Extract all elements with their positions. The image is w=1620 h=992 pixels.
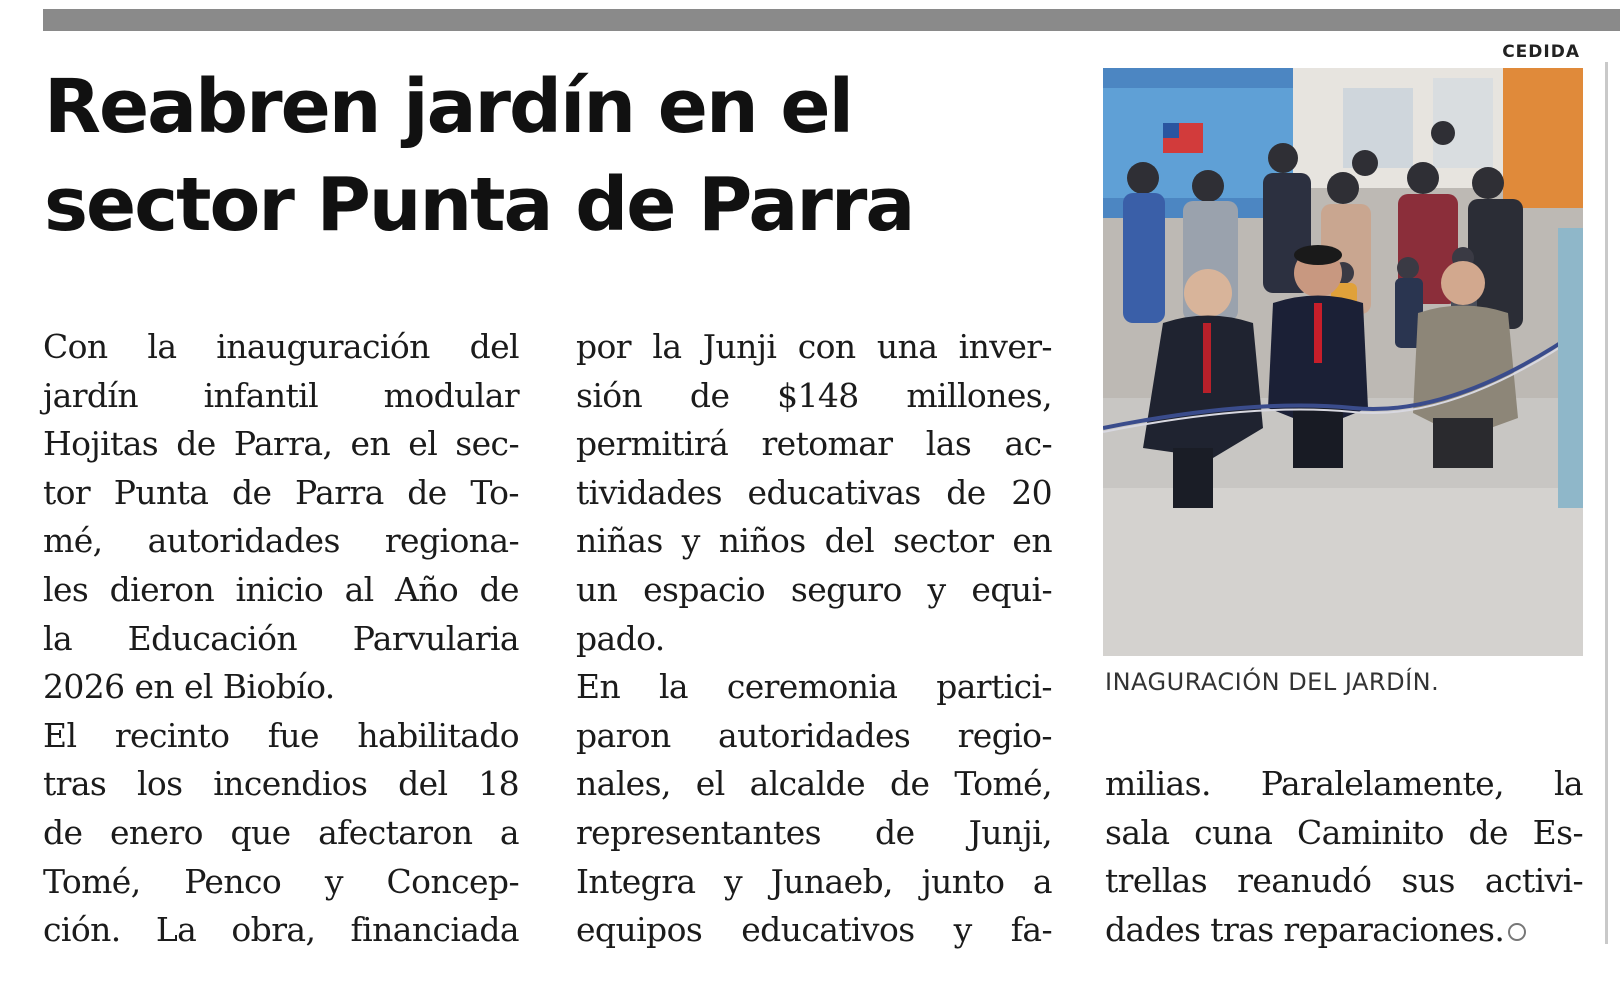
text-line: un espacio seguro y equi-: [576, 569, 1052, 609]
text-line: sala cuna Caminito de Es-: [1105, 812, 1583, 852]
text-line: equipos educativos y fa-: [576, 910, 1052, 950]
text-line: 2026 en el Biobío.: [43, 667, 335, 707]
text-line: Tomé, Penco y Concep-: [43, 861, 519, 901]
article-end-icon: [1508, 923, 1526, 941]
article-photo: [1103, 68, 1583, 656]
text-line: Integra y Junaeb, junto a: [576, 861, 1052, 901]
text-line: mé, autoridades regiona-: [43, 521, 519, 561]
paragraph-3-continued: [1105, 760, 1583, 954]
headline-line-2: sector Punta de Parra: [44, 162, 914, 248]
article-column-3: [1105, 760, 1583, 954]
text-line: jardín infantil modular: [43, 375, 519, 415]
column-divider-rule: [1605, 62, 1608, 944]
text-line: permitirá retomar las ac-: [576, 424, 1052, 464]
text-line: les dieron inicio al Año de: [43, 569, 519, 609]
paragraph-2: [43, 712, 519, 955]
photo-credit: CEDIDA: [1502, 42, 1580, 62]
text-line: tras los incendios del 18: [43, 764, 519, 804]
paragraph-1: [43, 323, 519, 712]
text-line: ción. La obra, financiada: [43, 910, 519, 950]
article-column-1: [43, 323, 519, 955]
text-line: En la ceremonia partici-: [576, 667, 1052, 707]
text-line: milias. Paralelamente, la: [1105, 764, 1583, 803]
text-line: Con la inauguración del: [43, 327, 519, 366]
text-line: paron autoridades regio-: [576, 715, 1052, 755]
text-line: nales, el alcalde de Tomé,: [576, 764, 1052, 804]
text-line: [1105, 906, 1583, 955]
ribbon-cutting-photo-icon: [1103, 68, 1583, 656]
headline-line-1: Reabren jardín en el: [44, 64, 852, 150]
section-top-rule: [43, 9, 1620, 31]
text-line: tividades educativas de 20: [576, 472, 1052, 512]
text-line: sión de $148 millones,: [576, 375, 1052, 415]
text-line: la Educación Parvularia: [43, 618, 519, 658]
photo-caption: INAGURACIÓN DEL JARDÍN.: [1105, 668, 1440, 696]
text-line: El recinto fue habilitado: [43, 715, 519, 755]
text-line: de enero que afectaron a: [43, 812, 519, 852]
text-line: representantes de Junji,: [576, 812, 1052, 852]
headline: [44, 58, 1044, 254]
paragraph-2-continued: [576, 323, 1052, 663]
paragraph-3: [576, 663, 1052, 955]
text-line: tor Punta de Parra de To-: [43, 472, 519, 512]
text-line: por la Junji con una inver-: [576, 327, 1052, 366]
text-line: Hojitas de Parra, en el sec-: [43, 424, 519, 464]
text-line: pado.: [576, 618, 665, 658]
text-line-content: dades tras reparaciones.: [1105, 909, 1505, 949]
text-line: trellas reanudó sus activi-: [1105, 861, 1583, 901]
text-line: niñas y niños del sector en: [576, 521, 1052, 561]
article-column-2: [576, 323, 1052, 955]
